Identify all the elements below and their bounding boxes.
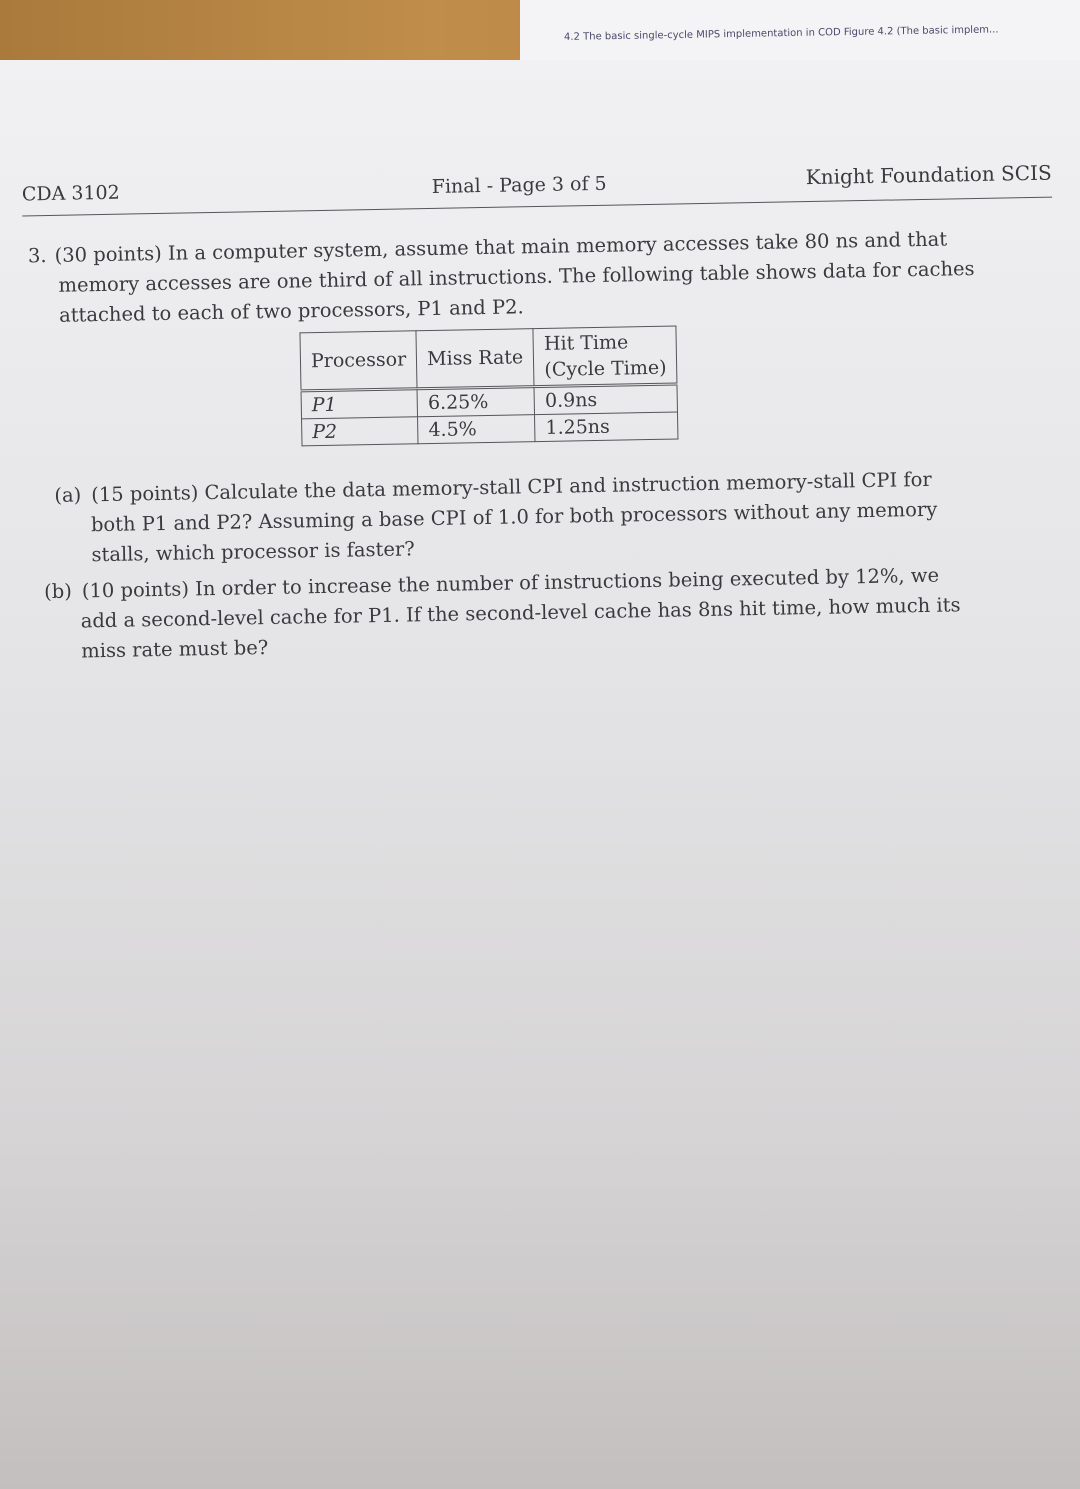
question-line-1: (30 points) In a computer system, assume that main memory accesses take 80 ns and that (54, 227, 948, 267)
cache-table (299, 325, 678, 446)
background-sheet-text: 4.2 The basic single-cycle MIPS implementation in COD Figure 4.2 (The basic implem... (563, 24, 999, 43)
part-b-line-2: add a second-level cache for P1. If the second-level cache has 8ns hit time, how much its (80, 593, 961, 633)
cell-hit-time: 0.9ns (534, 384, 678, 415)
question-line-2: memory accesses are one third of all instructions. The following table shows data for caches (58, 257, 975, 297)
header-miss-rate: Miss Rate (416, 329, 534, 389)
header-hit-time-line1: Hit Time (543, 331, 629, 355)
header-hit-time (533, 326, 677, 387)
part-b (44, 559, 1045, 667)
cell-miss-rate: 6.25% (417, 387, 535, 417)
page-number: Final - Page 3 of 5 (431, 172, 607, 198)
question-3 (28, 222, 1059, 331)
part-a-label: (a) (54, 483, 82, 507)
part-b-label: (b) (43, 579, 73, 604)
table-row (302, 412, 679, 446)
cell-miss-rate: 4.5% (418, 415, 536, 444)
question-number: 3. (27, 244, 47, 268)
part-a (54, 463, 1055, 571)
cell-hit-time: 1.25ns (535, 412, 679, 442)
course-code: CDA 3102 (21, 181, 120, 206)
header-hit-time-line2: (Cycle Time) (544, 356, 667, 381)
header-processor: Processor (300, 331, 417, 391)
school-name: Knight Foundation SCIS (805, 160, 1052, 190)
question-line-3: attached to each of two processors, P1 and P2. (58, 295, 524, 327)
part-b-line-1: (10 points) In order to increase the number of instructions being executed by 12%, we (81, 563, 940, 603)
part-a-line-2: both P1 and P2? Assuming a base CPI of 1.0 for both processors without any memory (90, 497, 938, 537)
page-header (22, 161, 1053, 217)
table-header-row (300, 326, 677, 391)
exam-page (0, 60, 1080, 1489)
part-b-line-3: miss rate must be? (81, 636, 269, 663)
cell-processor: P2 (302, 417, 419, 446)
part-a-line-3: stalls, which processor is faster? (91, 537, 415, 567)
part-a-line-1: (15 points) Calculate the data memory-stall CPI and instruction memory-stall CPI for (91, 467, 932, 507)
cell-processor: P1 (301, 389, 418, 419)
